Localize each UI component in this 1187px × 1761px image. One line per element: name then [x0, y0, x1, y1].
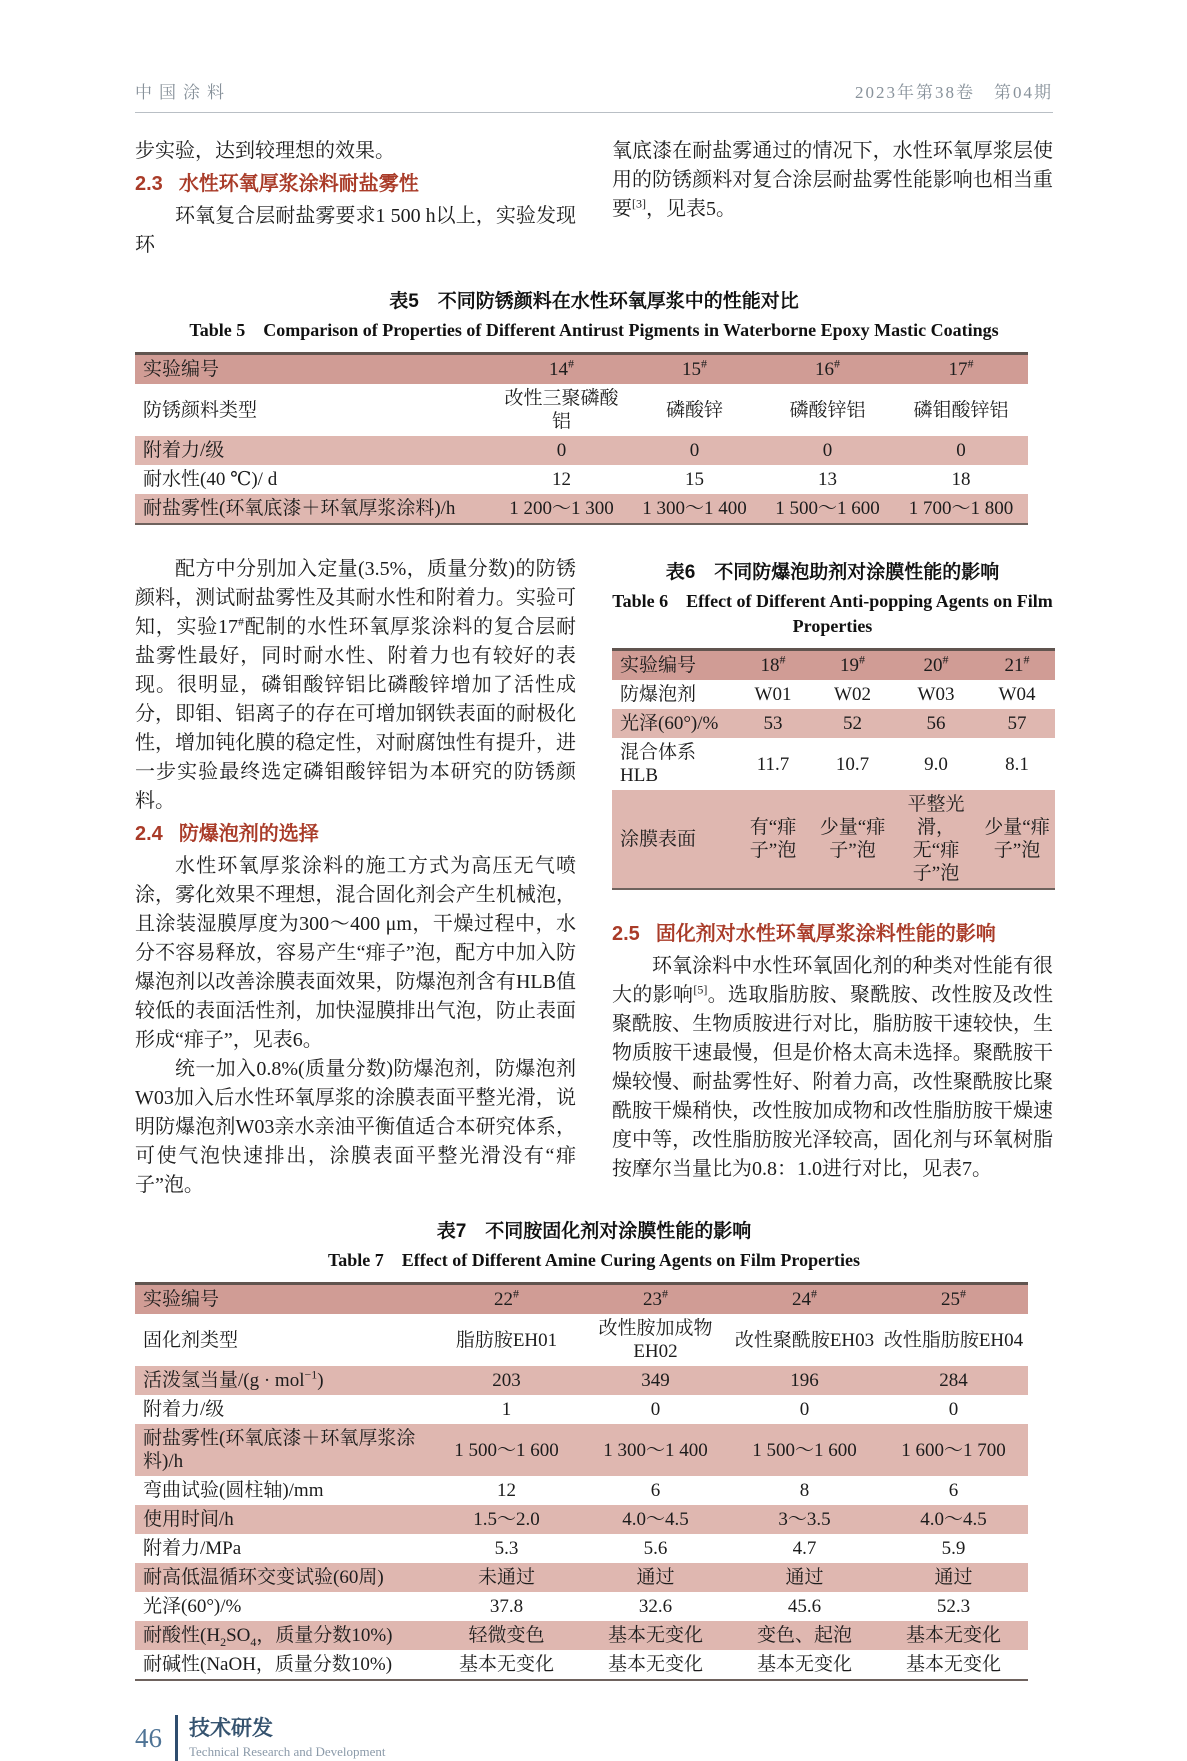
value-cell: 0 [894, 436, 1028, 465]
table-row [135, 1621, 1028, 1650]
value-cell: 52.3 [936, 1596, 971, 1617]
footer-section [189, 1716, 386, 1761]
table-5-block [135, 288, 1053, 525]
value-cell: 5.6 [643, 1538, 668, 1559]
value-cell: 改性三聚磷酸铝 [504, 388, 619, 432]
row-label-text: 耐酸性(H [143, 1625, 221, 1646]
value-cell: 1.5～2.0 [432, 1505, 581, 1534]
table-7 [135, 1282, 1028, 1681]
value-cell: 平整光滑，无“痱子”泡 [893, 790, 979, 889]
superscript-hash: # [701, 356, 707, 371]
value-cell: 56 [893, 709, 979, 738]
table-row [135, 1314, 1028, 1366]
row-label-cell: 附着力/级 [143, 1399, 225, 1420]
paragraph-text: 配制的水性环氧厚浆涂料的复合层耐盐雾性最好，同时耐水性、附着力也有较好的表现。很明显，磷钼酸锌铝比磷酸锌增加了活性成分，即钼、铝离子的存在可增加钢铁表面的耐极化性，增加钝化膜的稳定性，对耐腐蚀性有提升，进一步实验最终选定磷钼酸锌铝为本研究的防锈颜料。 [135, 616, 576, 812]
table-7-title-en: Table 7 Effect of Different Amine Curing Agents on Film Properties [327, 1250, 861, 1270]
right-column-middle [612, 555, 1053, 1200]
value-cell: 196 [730, 1366, 879, 1395]
row-label-cell: 耐盐雾性(环氧底漆＋环氧厚浆涂料)/h [135, 1424, 432, 1476]
row-label-cell: 混合体系HLB [620, 742, 697, 786]
value-cell: 11.7 [756, 753, 790, 775]
paragraph-text: 配方中分别加入定量(3.5%，质量分数)的防锈颜料，测试耐盐雾性及其耐水性和附着力。实验可知，实验17 [135, 558, 576, 638]
row-label-cell [135, 1366, 432, 1395]
table-row [135, 436, 1028, 465]
value-cell: W02 [834, 684, 871, 705]
section-heading-2-5 [612, 916, 1053, 952]
left-column-middle [135, 555, 576, 1200]
superscript-hash: # [811, 1286, 817, 1301]
value-cell: 通过 [581, 1563, 730, 1592]
experiment-id: 14 [549, 359, 568, 380]
footer-section-en: Technical Research and Development [189, 1743, 386, 1759]
table-5-title-cn: 表5 不同防锈颜料在水性环氧厚浆中的性能对比 [389, 291, 799, 312]
value-cell: 基本无变化 [581, 1621, 730, 1650]
table-row [135, 1395, 1028, 1424]
experiment-id: 18 [760, 655, 780, 676]
section-title: 防爆泡剂的选择 [178, 823, 319, 845]
value-cell: 284 [879, 1366, 1028, 1395]
value-cell: 5.3 [494, 1538, 519, 1559]
value-cell: 4.0～4.5 [879, 1505, 1028, 1534]
table-row [135, 384, 1028, 436]
experiment-id: 24 [792, 1289, 811, 1310]
journal-name: 中国涂料 [135, 83, 231, 102]
value-cell: W03 [917, 684, 955, 705]
value-cell: 通过 [730, 1563, 879, 1592]
superscript-hash: # [834, 356, 840, 371]
intro-columns [135, 137, 1053, 260]
section-title: 水性环氧厚浆涂料耐盐雾性 [178, 173, 419, 195]
row-label-cell: 附着力/MPa [143, 1538, 242, 1559]
experiment-id: 21 [1004, 655, 1024, 676]
table-row [135, 1563, 1028, 1592]
table-row [135, 1592, 1028, 1621]
table-row [612, 790, 1055, 889]
superscript-hash: # [967, 356, 974, 371]
row-label-text: ) [317, 1370, 324, 1391]
middle-columns [135, 555, 1053, 1200]
experiment-id-cell [734, 650, 812, 681]
experiment-id: 20 [923, 655, 943, 676]
row-label-cell: 耐碱性(NaOH，质量分数10%) [143, 1654, 393, 1675]
row-label-cell [135, 1621, 432, 1650]
experiment-id-cell [628, 354, 761, 385]
paragraph [135, 555, 576, 816]
table-row [612, 650, 1055, 681]
value-cell: 1 [501, 1399, 512, 1420]
table-row [612, 709, 1055, 738]
value-cell: 53 [734, 709, 812, 738]
chemical-subscript: 2 [220, 1634, 227, 1649]
superscript-hash: # [238, 614, 244, 629]
table-6 [612, 648, 1055, 890]
table-row [135, 1650, 1028, 1680]
row-label-cell: 实验编号 [135, 1284, 432, 1315]
value-cell: 0 [761, 436, 894, 465]
value-cell: 4.7 [792, 1538, 817, 1559]
page-footer [135, 1715, 1053, 1761]
experiment-id-cell [894, 354, 1028, 385]
experiment-id-cell [581, 1284, 730, 1315]
table-6-title-cn: 表6 不同防爆泡助剂对涂膜性能的影响 [665, 562, 1000, 583]
value-cell: 少量“痱子”泡 [979, 790, 1055, 889]
superscript-hash: # [859, 652, 865, 667]
experiment-id: 23 [643, 1289, 662, 1310]
value-cell: 1 200～1 300 [495, 494, 628, 524]
section-number: 2.3 [135, 173, 163, 195]
section-heading-2-4 [135, 816, 576, 852]
superscript-hash: # [1023, 652, 1030, 667]
value-cell: 57 [979, 709, 1055, 738]
superscript-hash: # [779, 652, 786, 667]
value-cell: 10.7 [835, 753, 870, 775]
value-cell: 0 [799, 1399, 810, 1420]
experiment-id: 22 [494, 1289, 513, 1310]
paragraph: 步实验，达到较理想的效果。 [135, 140, 395, 162]
value-cell: 1 500～1 600 [432, 1424, 581, 1476]
value-cell: 32.6 [638, 1596, 673, 1617]
value-cell: 52 [812, 709, 893, 738]
paragraph-text: 。选取脂肪胺、聚酰胺、改性胺及改性聚酰胺、生物质胺进行对比，脂肪胺干速较快，生物质胺干速最慢，但是价格太高未选择。聚酰胺干燥较慢、耐盐雾性好、附着力高，改性聚酰胺比聚酰胺干燥稍快，改性胺加成物和改性脂肪胺干燥速度中等，改性脂肪胺光泽较高，固化剂与环氧树脂按摩尔当量比为0.8：1.0进行对比，见表7。 [612, 984, 1054, 1180]
value-cell: 0 [628, 436, 761, 465]
experiment-id-cell [432, 1284, 581, 1315]
value-cell: 0 [495, 436, 628, 465]
experiment-id-cell [812, 650, 893, 681]
row-label-cell: 附着力/级 [135, 436, 495, 465]
table-row [135, 1424, 1028, 1476]
superscript-hash: # [568, 356, 574, 371]
paragraph: 水性环氧厚浆涂料的施工方式为高压无气喷涂，雾化效果不理想，混合固化剂会产生机械泡，且涂装湿膜厚度为300～400 μm，干燥过程中，水分不容易释放，容易产生“痱子”泡，配方中加入防爆泡剂以改善涂膜表面效果，防爆泡剂含有HLB值较低的表面活性剂，加快湿膜排出气泡，防止表面形成“痱子”，见表6。 [135, 855, 576, 1051]
value-cell: 349 [581, 1366, 730, 1395]
row-label-cell: 实验编号 [135, 354, 495, 385]
table-row [135, 494, 1028, 524]
table-row [135, 1284, 1028, 1315]
value-cell: 1 300～1 400 [581, 1424, 730, 1476]
table-row [612, 680, 1055, 709]
row-label-text: SO [226, 1625, 251, 1646]
footer-divider [175, 1715, 178, 1761]
running-header [135, 78, 1053, 113]
row-label-cell: 防锈颜料类型 [143, 399, 258, 421]
superscript-hash: # [960, 1286, 966, 1301]
value-cell: 变色、起泡 [730, 1621, 879, 1650]
section-number: 2.5 [612, 923, 640, 945]
value-cell: 8 [799, 1480, 810, 1501]
paragraph [612, 952, 1053, 1184]
experiment-id-cell [495, 354, 628, 385]
paragraph-text: ，见表5。 [646, 198, 736, 220]
value-cell: 少量“痱子”泡 [812, 790, 893, 889]
value-cell: 18 [951, 469, 971, 490]
paragraph: 环氧复合层耐盐雾要求1 500 h以上，实验发现环 [135, 205, 576, 256]
value-cell: 15 [685, 469, 704, 490]
value-cell: 磷钼酸锌铝 [913, 399, 1009, 421]
row-label-cell: 弯曲试验(圆柱轴)/mm [143, 1480, 324, 1501]
table-5-title-en: Table 5 Comparison of Properties of Different Antirust Pigments in Waterborne Epoxy Mastic Coatings [189, 320, 999, 340]
superscript-hash: # [942, 652, 949, 667]
experiment-id: 15 [682, 359, 701, 380]
value-cell: 37.8 [489, 1596, 524, 1617]
footer-section-cn: 技术研发 [189, 1716, 273, 1740]
left-column-top [135, 137, 576, 260]
right-column-top [612, 137, 1053, 260]
value-cell: 通过 [879, 1563, 1028, 1592]
value-cell: 8.1 [1005, 753, 1029, 775]
value-cell: 12 [497, 1480, 516, 1501]
superscript-exponent: −1 [304, 1367, 318, 1382]
experiment-id-cell [979, 650, 1055, 681]
value-cell: 基本无变化 [905, 1654, 1001, 1675]
value-cell: 改性脂肪胺EH04 [883, 1329, 1024, 1351]
row-label-cell: 耐盐雾性(环氧底漆＋环氧厚浆涂料)/h [135, 494, 495, 524]
paragraph [612, 137, 1053, 224]
citation-ref: [3] [632, 196, 646, 211]
value-cell: 6 [650, 1480, 661, 1501]
paragraph: 统一加入0.8%(质量分数)防爆泡剂，防爆泡剂W03加入后水性环氧厚浆的涂膜表面平整光滑，说明防爆泡剂W03亲水亲油平衡值适合本研究体系，可使气泡快速排出，涂膜表面平整光滑没有“痱子”泡。 [135, 1058, 576, 1196]
value-cell: 45.6 [787, 1596, 822, 1617]
row-label-cell: 耐水性(40 ℃)/ d [143, 469, 278, 490]
experiment-id-cell [761, 354, 894, 385]
value-cell: 1 500～1 600 [761, 494, 894, 524]
page-number: 46 [135, 1722, 162, 1753]
value-cell: 0 [948, 1399, 959, 1420]
value-cell: 改性聚酰胺EH03 [734, 1329, 875, 1351]
experiment-id: 16 [815, 359, 834, 380]
value-cell: 基本无变化 [607, 1654, 703, 1675]
table-row [135, 465, 1028, 494]
issue-info: 2023年第38卷 第04期 [855, 83, 1053, 102]
table-row [135, 1505, 1028, 1534]
paragraph-text: 环氧涂料中水性环氧固化剂的种类对性能有很大的影响 [612, 955, 1053, 1006]
value-cell: 有“痱子”泡 [734, 790, 812, 889]
table-7-title-cn: 表7 不同胺固化剂对涂膜性能的影响 [436, 1221, 752, 1242]
value-cell: 1 600～1 700 [879, 1424, 1028, 1476]
paragraph-text: 氧底漆在耐盐雾通过的情况下，水性环氧厚浆层使用的防锈颜料对复合涂层耐盐雾性能影响也相当重要 [612, 140, 1053, 220]
value-cell: 1 500～1 600 [730, 1424, 879, 1476]
value-cell: 12 [552, 469, 571, 490]
experiment-id: 17 [948, 359, 968, 380]
value-cell: 4.0～4.5 [581, 1505, 730, 1534]
value-cell: 6 [948, 1480, 959, 1501]
value-cell: 基本无变化 [458, 1654, 554, 1675]
value-cell: 13 [818, 469, 837, 490]
row-label-cell: 固化剂类型 [143, 1329, 239, 1351]
value-cell: W04 [998, 684, 1036, 705]
table-row [135, 1476, 1028, 1505]
value-cell: 未通过 [432, 1563, 581, 1592]
table-6-title-en: Table 6 Effect of Different Anti-popping Agents on Film Properties [612, 591, 1053, 636]
row-label-cell: 光泽(60°)/% [612, 709, 734, 738]
experiment-id-cell [893, 650, 979, 681]
section-heading-2-3 [135, 166, 576, 202]
row-label-cell: 耐高低温循环交变试验(60周) [135, 1563, 432, 1592]
citation-ref: [5] [693, 982, 708, 997]
value-cell: W01 [754, 684, 792, 705]
value-cell: 磷酸锌 [665, 399, 723, 421]
row-label-cell: 防爆泡剂 [620, 684, 697, 705]
value-cell: 0 [650, 1399, 661, 1420]
value-cell: 1 300～1 400 [628, 494, 761, 524]
value-cell: 5.9 [941, 1538, 966, 1559]
superscript-hash: # [662, 1286, 668, 1301]
row-label-cell: 使用时间/h [135, 1505, 432, 1534]
table-5 [135, 352, 1028, 525]
table-row [612, 738, 1055, 790]
value-cell: 9.0 [924, 753, 948, 775]
row-label-cell: 实验编号 [612, 650, 734, 681]
section-title: 固化剂对水性环氧厚浆涂料性能的影响 [655, 923, 996, 945]
row-label-cell: 涂膜表面 [612, 790, 734, 889]
value-cell: 3～3.5 [730, 1505, 879, 1534]
experiment-id-cell [730, 1284, 879, 1315]
table-row [135, 354, 1028, 385]
row-label-text: ，质量分数10%) [256, 1625, 393, 1646]
table-6-block [612, 559, 1053, 890]
value-cell: 脂肪胺EH01 [455, 1329, 558, 1351]
value-cell: 轻微变色 [432, 1621, 581, 1650]
table-7-block [135, 1218, 1053, 1681]
value-cell: 改性胺加成物EH02 [598, 1318, 713, 1362]
table-row [135, 1534, 1028, 1563]
value-cell: 203 [432, 1366, 581, 1395]
experiment-id: 19 [840, 655, 859, 676]
value-cell: 1 700～1 800 [894, 494, 1028, 524]
value-cell: 基本无变化 [879, 1621, 1028, 1650]
section-number: 2.4 [135, 823, 163, 845]
row-label-cell: 光泽(60°)/% [143, 1596, 242, 1617]
chemical-subscript: 4 [250, 1634, 257, 1649]
experiment-id-cell [879, 1284, 1028, 1315]
value-cell: 基本无变化 [756, 1654, 852, 1675]
superscript-hash: # [513, 1286, 519, 1301]
experiment-id: 25 [941, 1289, 960, 1310]
table-row [135, 1366, 1028, 1395]
row-label-text: 活泼氢当量/(g · mol [143, 1370, 305, 1391]
value-cell: 磷酸锌铝 [789, 399, 866, 421]
